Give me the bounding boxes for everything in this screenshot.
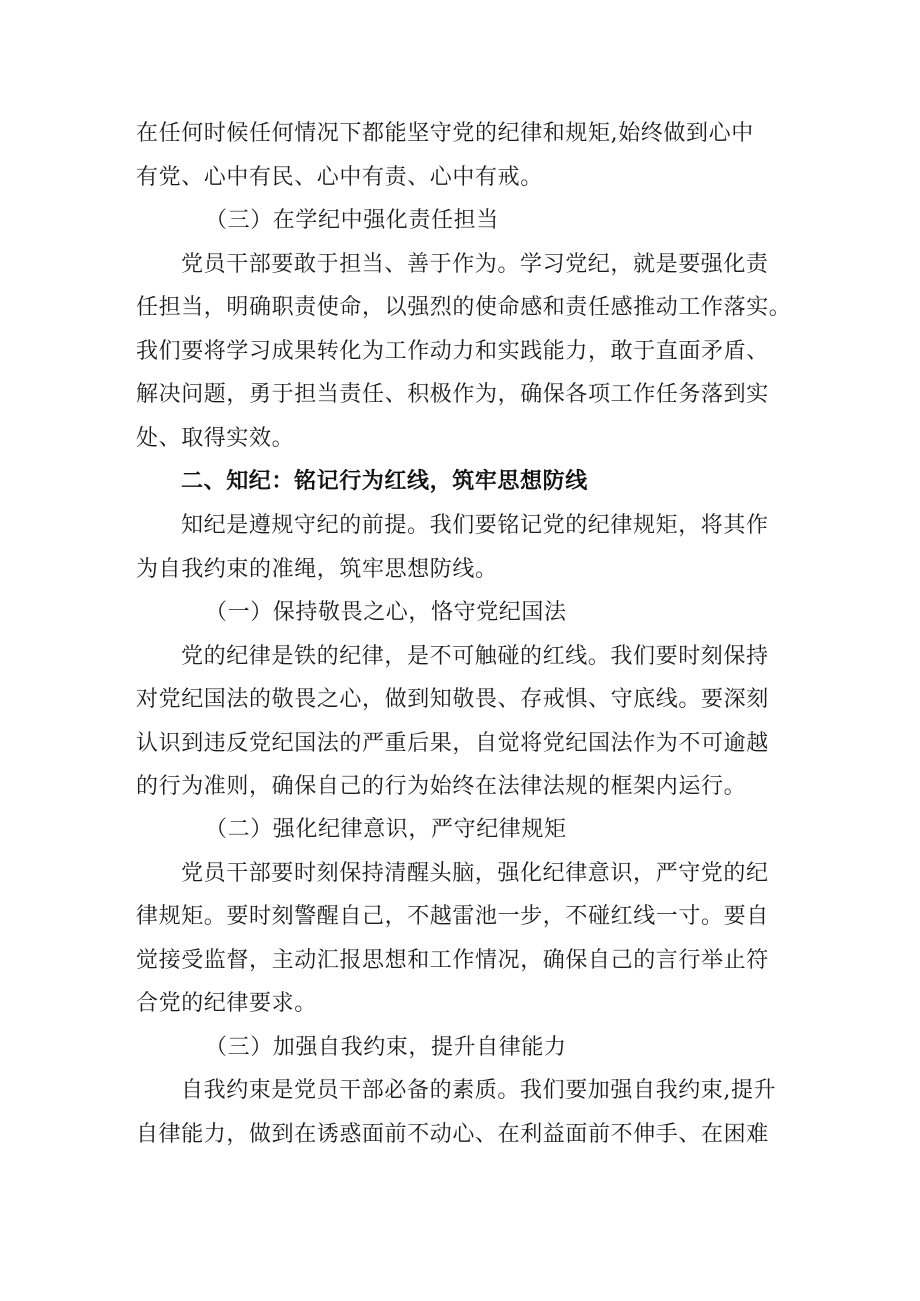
body-text-line: 觉接受监督，主动汇报思想和工作情况，确保自己的言行举止符: [136, 948, 769, 973]
body-text-line: 知纪是遵规守纪的前提。我们要铭记党的纪律规矩，将其作: [181, 513, 769, 538]
body-text-line: 认识到违反党纪国法的严重后果，自觉将党纪国法作为不可逾越: [136, 731, 769, 756]
subsection-heading: （三）在学纪中强化责任担当: [205, 208, 499, 233]
body-text-line: 我们要将学习成果转化为工作动力和实践能力，敢于直面矛盾、: [136, 339, 769, 364]
body-text-line: 自我约束是党员干部必备的素质。我们要加强自我约束,提升: [181, 1078, 777, 1103]
body-text-line: 党的纪律是铁的纪律，是不可触碰的红线。我们要时刻保持: [181, 644, 769, 669]
body-text-line: 党员干部要敢于担当、善于作为。学习党纪，就是要强化责: [181, 252, 769, 277]
body-text-line: 有党、心中有民、心中有责、心中有戒。: [136, 165, 543, 190]
subsection-heading: （二）强化纪律意识，严守纪律规矩: [205, 817, 567, 842]
body-text-line: 处、取得实效。: [136, 426, 295, 451]
body-text-line: 对党纪国法的敬畏之心，做到知敬畏、存戒惧、守底线。要深刻: [136, 687, 769, 712]
body-text-line: 的行为准则，确保自己的行为始终在法律法规的框架内运行。: [136, 774, 747, 799]
section-heading: 二、知纪：铭记行为红线，筑牢思想防线: [181, 469, 588, 494]
subsection-heading: （一）保持敬畏之心，恪守党纪国法: [205, 600, 567, 625]
body-text-line: 律规矩。要时刻警醒自己，不越雷池一步，不碰红线一寸。要自: [136, 904, 769, 929]
body-text-line: 任担当，明确职责使命，以强烈的使命感和责任感推动工作落实。: [136, 295, 792, 320]
body-text-line: 党员干部要时刻保持清醒头脑，强化纪律意识，严守党的纪: [181, 861, 769, 886]
body-text-line: 合党的纪律要求。: [136, 991, 317, 1016]
subsection-heading: （三）加强自我约束，提升自律能力: [205, 1035, 567, 1060]
body-text-line: 自律能力，做到在诱惑面前不动心、在利益面前不伸手、在困难: [136, 1122, 769, 1147]
body-text-line: 为自我约束的准绳，筑牢思想防线。: [136, 557, 498, 582]
body-text-line: 在任何时候任何情况下都能坚守党的纪律和规矩,始终做到心中: [136, 121, 754, 146]
body-text-line: 解决问题，勇于担当责任、积极作为，确保各项工作任务落到实: [136, 382, 769, 407]
